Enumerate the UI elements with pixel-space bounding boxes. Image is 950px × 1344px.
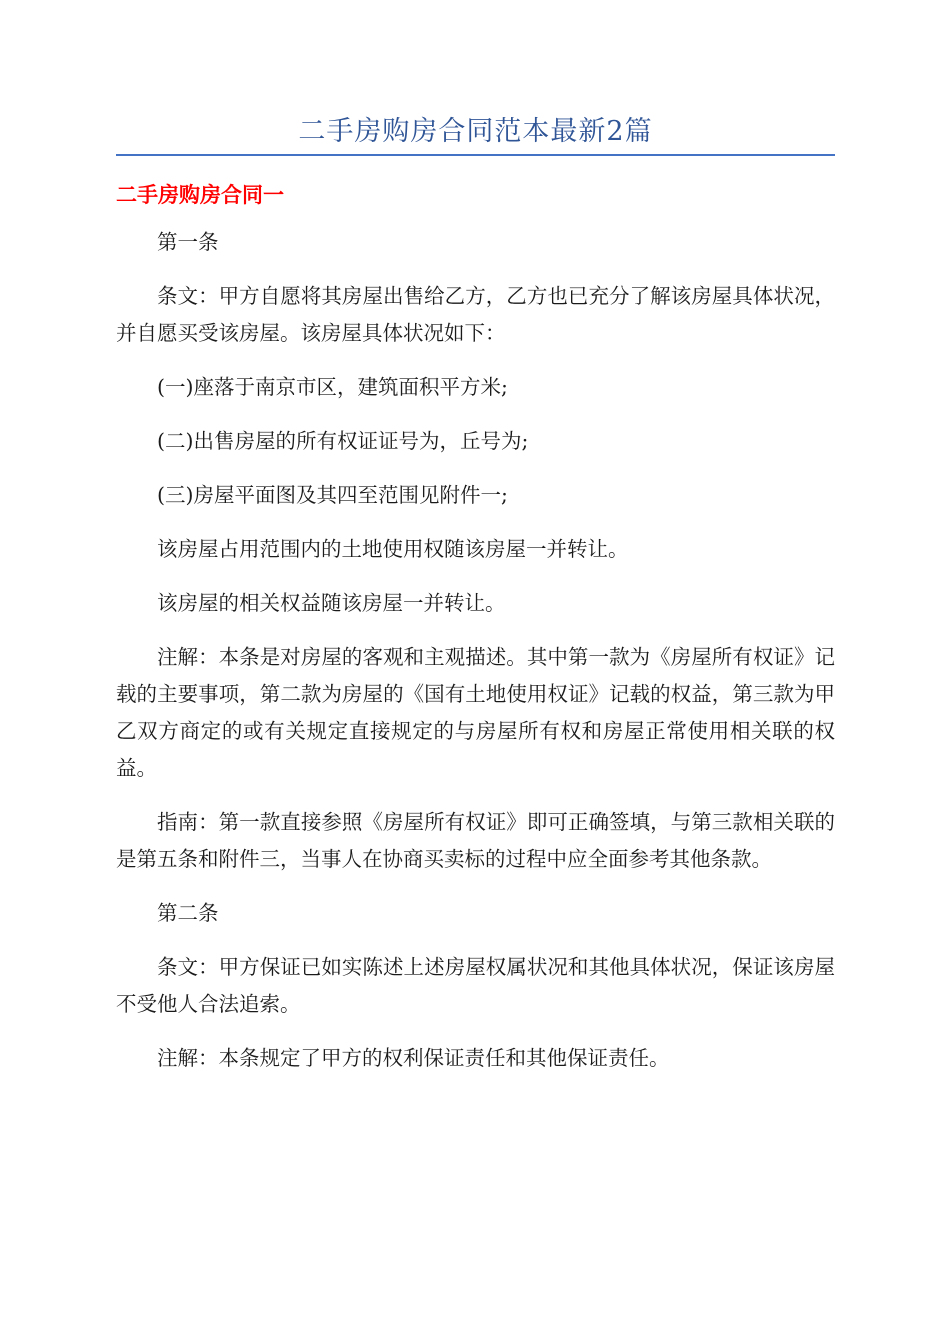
article-1-clause: 条文：甲方自愿将其房屋出售给乙方，乙方也已充分了解该房屋具体状况，并自愿买受该房屋。该房屋具体状况如下： xyxy=(116,284,835,345)
article-1-item-3: (三)房屋平面图及其四至范围见附件一; xyxy=(157,483,508,507)
article-1-guide: 指南：第一款直接参照《房屋所有权证》即可正确签填，与第三款相关联的是第五条和附件三，当事人在协商买卖标的过程中应全面参考其他条款。 xyxy=(116,810,835,871)
article-1-item-2: (二)出售房屋的所有权证证号为，丘号为; xyxy=(157,429,529,453)
article-1-item-1: (一)座落于南京市区，建筑面积平方米; xyxy=(157,375,508,399)
article-1-annotation: 注解：本条是对房屋的客观和主观描述。其中第一款为《房屋所有权证》记载的主要事项，第二款为房屋的《国有土地使用权证》记载的权益，第三款为甲乙双方商定的或有关规定直接规定的与房屋所有权和房屋正常使用相关联的权益。 xyxy=(116,645,835,780)
document-body xyxy=(116,224,835,1094)
document-title: 二手房购房合同范本最新2篇 xyxy=(298,116,653,147)
title-divider xyxy=(116,154,835,156)
article-heading-1: 第一条 xyxy=(157,230,219,254)
article-heading-2: 第二条 xyxy=(157,901,219,925)
article-2-annotation: 注解：本条规定了甲方的权利保证责任和其他保证责任。 xyxy=(157,1046,670,1070)
article-1-land-rights: 该房屋占用范围内的土地使用权随该房屋一并转让。 xyxy=(157,537,629,561)
section-heading: 二手房购房合同一 xyxy=(116,183,284,207)
article-2-clause: 条文：甲方保证已如实陈述上述房屋权属状况和其他具体状况，保证该房屋不受他人合法追索。 xyxy=(116,955,835,1016)
article-1-related-rights: 该房屋的相关权益随该房屋一并转让。 xyxy=(157,591,506,615)
